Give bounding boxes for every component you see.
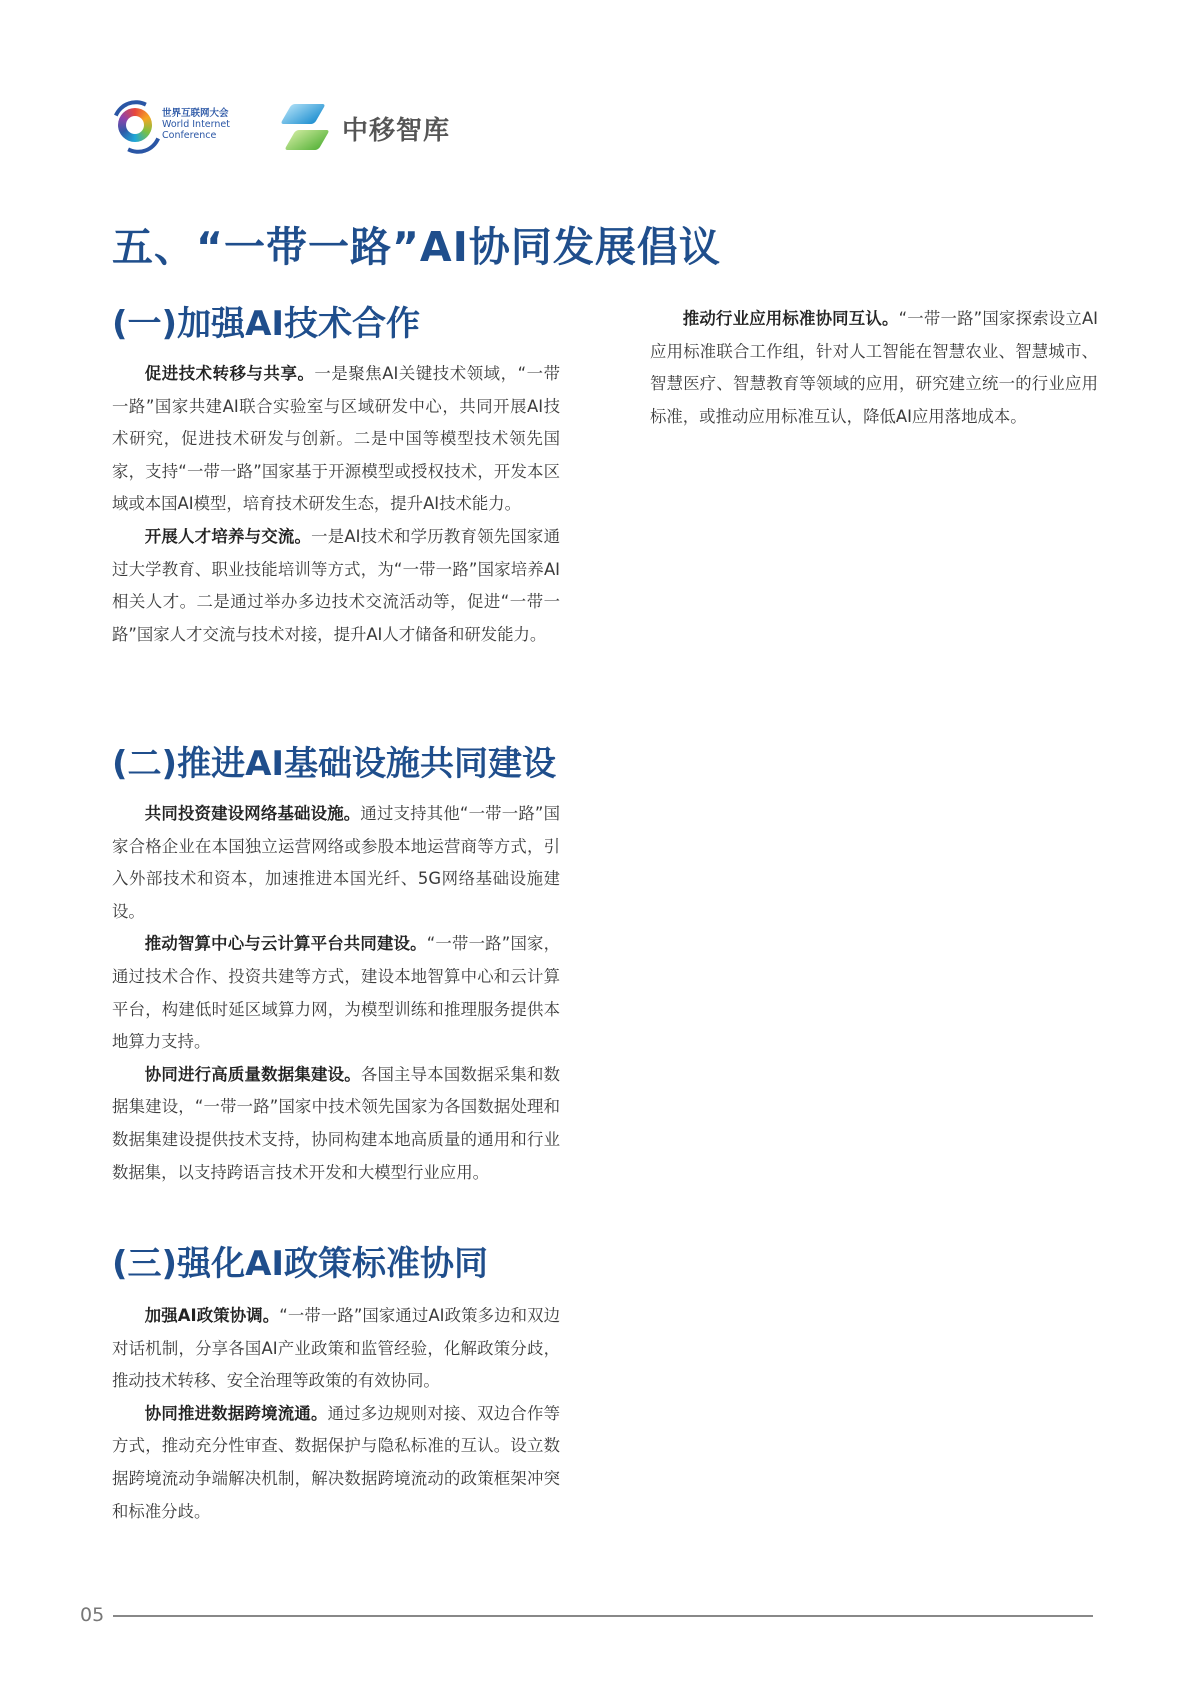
section-1-body xyxy=(112,358,560,651)
paragraph-lead: 推动智算中心与云计算平台共同建设。 xyxy=(144,934,427,954)
paragraph-text: 各国主导本国数据采集和数据集建设，“一带一路”国家中技术领先国家为各国数据处理和数据集建设提供技术支持，协同构建本地高质量的通用和行业数据集，以支持跨语言技术开发和大模型行业应用。 xyxy=(112,1064,561,1182)
cmcc-name: 中移智库 xyxy=(342,115,451,146)
wic-cn: 世界互联网大会 xyxy=(162,108,229,119)
paragraph-lead: 协同推进数据跨境流通。 xyxy=(144,1403,328,1423)
paragraph xyxy=(112,798,560,928)
paragraph xyxy=(112,928,560,1058)
paragraph-text: 通过支持其他“一带一路”国家合格企业在本国独立运营网络或参股本地运营商等方式，引入外部技术和资本，加速推进本国光纤、5G网络基础设施建设。 xyxy=(112,804,561,921)
paragraph xyxy=(650,303,1098,433)
section-2-body xyxy=(112,798,560,1189)
page-number: 05 xyxy=(80,1604,105,1626)
right-column-body xyxy=(650,303,1098,433)
wic-logo xyxy=(112,100,252,156)
paragraph xyxy=(112,1059,560,1189)
paragraph xyxy=(112,521,560,651)
paragraph-text: “一带一路”国家，通过技术合作、投资共建等方式，建设本地智算中心和云计算平台，构建低时延区域算力网，为模型训练和推理服务提供本地算力支持。 xyxy=(112,934,561,1052)
section-3-body xyxy=(112,1300,560,1528)
section-heading-2: (二)推进AI基础设施共同建设 xyxy=(112,744,557,784)
paragraph-text: “一带一路”国家探索设立AI应用标准联合工作组，针对人工智能在智慧农业、智慧城市、智慧医疗、智慧教育等领域的应用，研究建立统一的行业应用标准，或推动应用标准互认，降低AI应用落地成本。 xyxy=(650,309,1099,426)
wic-logo-text xyxy=(162,108,230,141)
wic-en2: Conference xyxy=(162,130,217,141)
paragraph-lead: 推动行业应用标准协同互认。 xyxy=(682,309,899,328)
paragraph-lead: 开展人才培养与交流。 xyxy=(144,526,312,546)
paragraph-text: 一是AI技术和学历教育领先国家通过大学教育、职业技能培训等方式，为“一带一路”国家培养AI相关人才。二是通过举办多边技术交流活动等，促进“一带一路”国家人才交流与技术对接，提升AI人才储备和研发能力。 xyxy=(112,526,561,644)
paragraph-lead: 加强AI政策协调。 xyxy=(144,1306,280,1325)
wic-en1: World Internet xyxy=(162,119,230,130)
section-heading-1: (一)加强AI技术合作 xyxy=(112,304,421,344)
paragraph-text: 通过多边规则对接、双边合作等方式，推动充分性审查、数据保护与隐私标准的互认。设立数据跨境流动争端解决机制，解决数据跨境流动的政策框架冲突和标准分歧。 xyxy=(112,1403,561,1521)
paragraph xyxy=(112,1300,560,1398)
cmcc-logo xyxy=(280,102,450,154)
paragraph-text: 一是聚焦AI关键技术领域，“一带一路”国家共建AI联合实验室与区域研发中心，共同开展AI技术研究，促进技术研发与创新。二是中国等模型技术领先国家，支持“一带一路”国家基于开源模型或授权技术，开发本区域或本国AI模型，培育技术研发生态，提升AI技术能力。 xyxy=(112,364,560,514)
paragraph xyxy=(112,1398,560,1528)
paragraph-lead: 协同进行高质量数据集建设。 xyxy=(144,1064,361,1084)
paragraph-text: “一带一路”国家通过AI政策多边和双边对话机制，分享各国AI产业政策和监管经验，化解政策分歧，推动技术转移、安全治理等政策的有效协同。 xyxy=(112,1306,560,1391)
paragraph-lead: 促进技术转移与共享。 xyxy=(144,364,315,383)
cmcc-mark-icon xyxy=(280,102,332,154)
paragraph-lead: 共同投资建设网络基础设施。 xyxy=(144,804,361,823)
footer-divider xyxy=(113,1615,1093,1617)
section-heading-3: (三)强化AI政策标准协同 xyxy=(112,1244,489,1284)
paragraph xyxy=(112,358,560,521)
page-title: 五、“一带一路”AI协同发展倡议 xyxy=(112,223,721,271)
wic-ring-icon xyxy=(118,108,152,142)
